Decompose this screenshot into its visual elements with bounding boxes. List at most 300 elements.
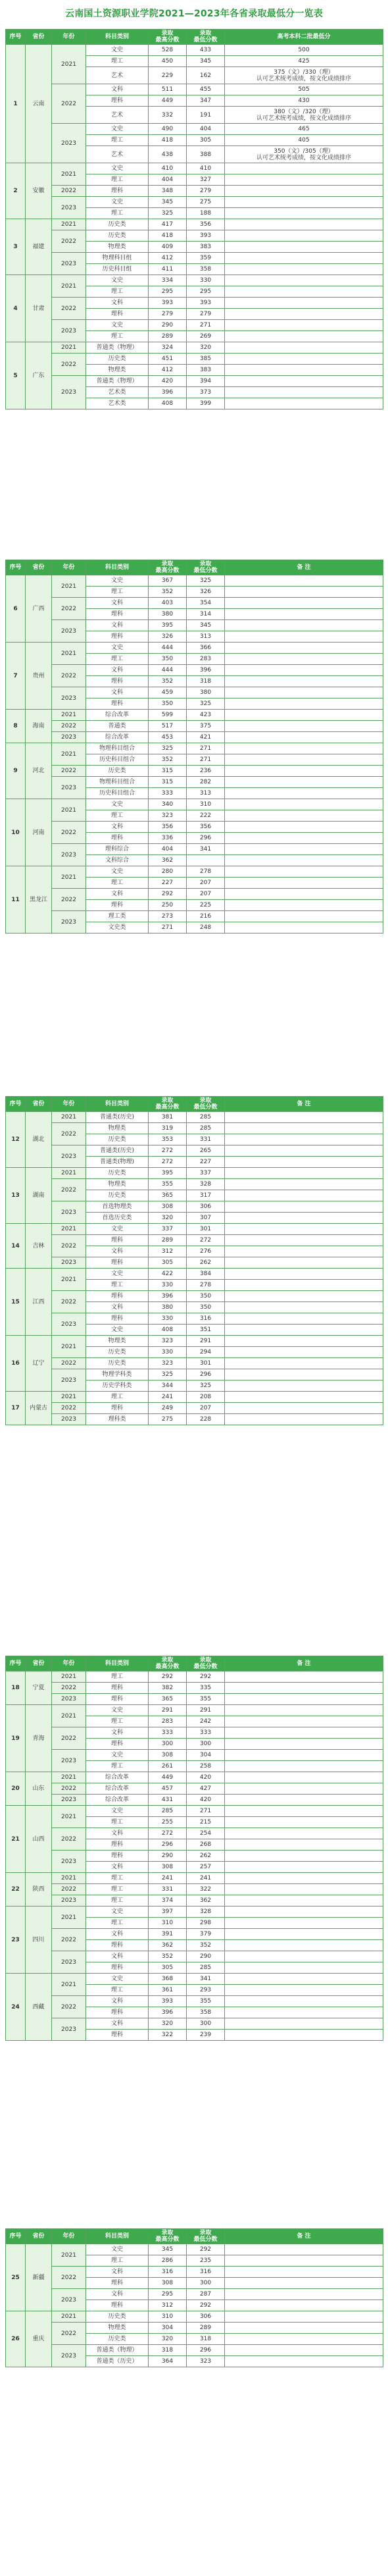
note-cell xyxy=(225,766,383,777)
subject-category: 文史 xyxy=(86,275,149,286)
note-cell xyxy=(225,1291,383,1302)
note-cell xyxy=(225,643,383,654)
note-cell xyxy=(225,1817,383,1828)
note-cell xyxy=(225,275,383,286)
note-cell xyxy=(225,342,383,354)
min-score: 328 xyxy=(187,1179,225,1190)
min-score: 307 xyxy=(187,1213,225,1224)
min-score: 254 xyxy=(187,1828,225,1839)
max-score: 333 xyxy=(149,1727,187,1739)
subject-category: 文科 xyxy=(86,84,149,95)
min-score: 278 xyxy=(187,1280,225,1291)
subject-category: 艺术类 xyxy=(86,387,149,398)
subject-category: 文史 xyxy=(86,1974,149,1985)
max-score: 323 xyxy=(149,1358,187,1369)
max-score: 344 xyxy=(149,1380,187,1392)
year-cell: 2021 xyxy=(52,575,86,598)
year-cell: 2021 xyxy=(52,1269,86,1291)
note-cell xyxy=(225,1839,383,1851)
column-header: 备 注 xyxy=(225,1656,383,1671)
table-row xyxy=(6,822,383,833)
max-score: 310 xyxy=(149,1918,187,1929)
subject-category: 文科 xyxy=(86,298,149,309)
note-cell xyxy=(225,1671,383,1683)
column-header: 录取 最高分数 xyxy=(149,1656,187,1671)
max-score: 292 xyxy=(149,1671,187,1683)
max-score: 279 xyxy=(149,309,187,320)
table-row xyxy=(6,1201,383,1213)
province-name: 贵州 xyxy=(26,643,52,710)
min-score: 257 xyxy=(187,1862,225,1873)
year-cell: 2022 xyxy=(52,889,86,911)
province-number: 4 xyxy=(6,275,26,342)
year-cell: 2021 xyxy=(52,1806,86,1828)
table-row xyxy=(6,575,383,587)
column-header: 年份 xyxy=(52,2229,86,2244)
min-score: 399 xyxy=(187,398,225,409)
min-score: 228 xyxy=(187,1414,225,1425)
year-cell: 2023 xyxy=(52,1313,86,1336)
table-row xyxy=(6,598,383,609)
max-score: 352 xyxy=(149,587,187,598)
province-number: 5 xyxy=(6,342,26,409)
max-score: 393 xyxy=(149,298,187,309)
note-cell xyxy=(225,1683,383,1694)
column-header: 科目类别 xyxy=(86,1656,149,1671)
province-number: 25 xyxy=(6,2244,26,2311)
year-cell: 2021 xyxy=(52,219,86,230)
max-score: 320 xyxy=(149,2334,187,2345)
note-cell xyxy=(225,1246,383,1257)
column-header: 年份 xyxy=(52,560,86,575)
year-cell: 2023 xyxy=(52,2345,86,2367)
table-row xyxy=(6,1269,383,1280)
min-score: 207 xyxy=(187,1403,225,1414)
subject-category: 文科 xyxy=(86,665,149,676)
note-cell xyxy=(225,1269,383,1280)
province-name: 陕西 xyxy=(26,1873,52,1906)
max-score: 334 xyxy=(149,275,187,286)
year-cell: 2023 xyxy=(52,320,86,342)
table-row xyxy=(6,1873,383,1884)
year-cell: 2021 xyxy=(52,2311,86,2323)
subject-category: 文科 xyxy=(86,598,149,609)
note-cell xyxy=(225,788,383,799)
subject-category: 文史 xyxy=(86,163,149,174)
note-cell xyxy=(225,2334,383,2345)
max-score: 412 xyxy=(149,253,187,264)
min-score: 354 xyxy=(187,598,225,609)
min-score: 404 xyxy=(187,124,225,135)
max-score: 365 xyxy=(149,1190,187,1201)
note-cell xyxy=(225,1862,383,1873)
table-row xyxy=(6,1727,383,1739)
min-score: 292 xyxy=(187,2300,225,2311)
min-score: 269 xyxy=(187,331,225,342)
table-header-row xyxy=(6,2229,383,2244)
min-score: 242 xyxy=(187,1716,225,1727)
max-score: 422 xyxy=(149,1269,187,1280)
subject-category: 历史类 xyxy=(86,1190,149,1201)
province-name: 海南 xyxy=(26,710,52,743)
note-cell xyxy=(225,398,383,409)
subject-category: 物理科目组 xyxy=(86,253,149,264)
min-score: 316 xyxy=(187,1313,225,1325)
subject-category: 文科 xyxy=(86,1951,149,1962)
min-score: 310 xyxy=(187,799,225,810)
min-score: 322 xyxy=(187,1884,225,1895)
max-score: 367 xyxy=(149,575,187,587)
year-cell: 2022 xyxy=(52,2267,86,2289)
column-header: 备 注 xyxy=(225,2229,383,2244)
column-header: 年份 xyxy=(52,1097,86,1112)
min-score: 306 xyxy=(187,1201,225,1213)
admission-table xyxy=(5,560,383,933)
province-name: 黑龙江 xyxy=(26,866,52,933)
note-cell: 425 xyxy=(225,56,383,67)
max-score: 365 xyxy=(149,1694,187,1705)
min-score: 455 xyxy=(187,84,225,95)
min-score: 272 xyxy=(187,1235,225,1246)
max-score: 320 xyxy=(149,1213,187,1224)
table-row xyxy=(6,1123,383,1134)
table-row xyxy=(6,1224,383,1235)
max-score: 404 xyxy=(149,174,187,186)
note-cell: 500 xyxy=(225,45,383,56)
subject-category: 理工类 xyxy=(86,911,149,922)
subject-category: 理科 xyxy=(86,1962,149,1974)
max-score: 352 xyxy=(149,676,187,687)
year-cell: 2021 xyxy=(52,1224,86,1235)
note-cell xyxy=(225,354,383,365)
min-score: 316 xyxy=(187,2267,225,2278)
table-row xyxy=(6,643,383,654)
table-row xyxy=(6,1414,383,1425)
note-cell xyxy=(225,1951,383,1962)
min-score: 314 xyxy=(187,609,225,620)
max-score: 272 xyxy=(149,1828,187,1839)
province-number: 20 xyxy=(6,1772,26,1806)
max-score: 241 xyxy=(149,1392,187,1403)
subject-category: 物理学科类 xyxy=(86,1369,149,1380)
min-score: 258 xyxy=(187,1761,225,1772)
max-score: 417 xyxy=(149,219,187,230)
min-score: 355 xyxy=(187,1996,225,2007)
min-score: 373 xyxy=(187,387,225,398)
note-cell xyxy=(225,911,383,922)
max-score: 348 xyxy=(149,186,187,197)
max-score: 364 xyxy=(149,2356,187,2367)
table-row xyxy=(6,1145,383,1157)
note-cell xyxy=(225,1302,383,1313)
max-score: 395 xyxy=(149,1168,187,1179)
subject-category: 文史 xyxy=(86,866,149,878)
year-cell: 2023 xyxy=(52,253,86,275)
column-header: 省份 xyxy=(26,560,52,575)
province-name: 内蒙古 xyxy=(26,1392,52,1425)
max-score: 241 xyxy=(149,1873,187,1884)
subject-category: 文史 xyxy=(86,1705,149,1716)
column-header: 科目类别 xyxy=(86,1097,149,1112)
note-cell xyxy=(225,2345,383,2356)
note-cell xyxy=(225,1380,383,1392)
subject-category: 理科 xyxy=(86,676,149,687)
note-cell xyxy=(225,1884,383,1895)
note-cell xyxy=(225,609,383,620)
note-cell xyxy=(225,1940,383,1951)
min-score: 191 xyxy=(187,107,225,124)
subject-category: 理工 xyxy=(86,810,149,822)
year-cell: 2021 xyxy=(52,710,86,721)
province-number: 22 xyxy=(6,1873,26,1906)
subject-category: 艺术 xyxy=(86,67,149,84)
max-score: 283 xyxy=(149,1716,187,1727)
note-cell xyxy=(225,2030,383,2041)
subject-category: 历史科目组 xyxy=(86,264,149,275)
note-cell xyxy=(225,654,383,665)
subject-category: 文史 xyxy=(86,1224,149,1235)
note-cell xyxy=(225,1750,383,1761)
page-title: 云南国土资源职业学院2021—2023年各省录取最低分一览表 xyxy=(65,9,323,19)
admission-table xyxy=(5,29,383,409)
note-cell xyxy=(225,1895,383,1906)
note-cell xyxy=(225,309,383,320)
subject-category: 文史 xyxy=(86,2244,149,2255)
max-score: 304 xyxy=(149,2323,187,2334)
year-cell: 2021 xyxy=(52,1671,86,1683)
note-cell xyxy=(225,1739,383,1750)
max-score: 325 xyxy=(149,1369,187,1380)
table-row xyxy=(6,1179,383,1190)
table-row xyxy=(6,84,383,95)
table-row xyxy=(6,197,383,208)
subject-category: 历史类 xyxy=(86,1347,149,1358)
max-score: 517 xyxy=(149,721,187,732)
province-name: 河北 xyxy=(26,743,52,799)
subject-category: 普通类(历史) xyxy=(86,1112,149,1123)
table-row xyxy=(6,1403,383,1414)
min-score: 383 xyxy=(187,242,225,253)
table-row xyxy=(6,2345,383,2356)
table-row xyxy=(6,1828,383,1839)
column-header: 录取 最低分数 xyxy=(187,1656,225,1671)
min-score: 380 xyxy=(187,687,225,698)
note-cell xyxy=(225,2007,383,2018)
column-header: 录取 最低分数 xyxy=(187,1097,225,1112)
max-score: 355 xyxy=(149,1179,187,1190)
max-score: 362 xyxy=(149,1940,187,1951)
min-score: 278 xyxy=(187,866,225,878)
max-score: 381 xyxy=(149,1112,187,1123)
year-cell: 2023 xyxy=(52,687,86,710)
note-cell xyxy=(225,1851,383,1862)
note-cell xyxy=(225,1962,383,1974)
note-cell xyxy=(225,889,383,900)
min-score: 296 xyxy=(187,1369,225,1380)
subject-category: 理工 xyxy=(86,1884,149,1895)
note-cell xyxy=(225,298,383,309)
subject-category: 理工 xyxy=(86,587,149,598)
max-score: 382 xyxy=(149,1683,187,1694)
subject-category: 文史 xyxy=(86,575,149,587)
note-cell xyxy=(225,922,383,933)
province-number: 23 xyxy=(6,1906,26,1974)
column-header: 录取 最高分数 xyxy=(149,1097,187,1112)
max-score: 229 xyxy=(149,67,187,84)
min-score: 384 xyxy=(187,1269,225,1280)
province-number: 7 xyxy=(6,643,26,710)
year-cell: 2021 xyxy=(52,45,86,84)
note-cell: 505 xyxy=(225,84,383,95)
max-score: 312 xyxy=(149,2300,187,2311)
note-cell xyxy=(225,855,383,866)
note-cell xyxy=(225,1795,383,1806)
max-score: 312 xyxy=(149,1246,187,1257)
table-row xyxy=(6,1996,383,2007)
column-header: 录取 最低分数 xyxy=(187,2229,225,2244)
max-score: 326 xyxy=(149,631,187,643)
subject-category: 文史 xyxy=(86,1906,149,1918)
year-cell: 2023 xyxy=(52,2018,86,2041)
subject-category: 理工 xyxy=(86,1895,149,1906)
note-cell xyxy=(225,1806,383,1817)
min-score: 325 xyxy=(187,1380,225,1392)
province-name: 吉林 xyxy=(26,1224,52,1269)
max-score: 345 xyxy=(149,197,187,208)
max-score: 285 xyxy=(149,1806,187,1817)
min-score: 300 xyxy=(187,1739,225,1750)
note-cell xyxy=(225,1168,383,1179)
subject-category: 历史科目组合 xyxy=(86,754,149,766)
min-score: 351 xyxy=(187,1325,225,1336)
note-cell xyxy=(225,844,383,855)
min-score: 331 xyxy=(187,1134,225,1145)
table-row xyxy=(6,766,383,777)
max-score: 408 xyxy=(149,398,187,409)
table-row xyxy=(6,889,383,900)
subject-category: 普通类(物理) xyxy=(86,1157,149,1168)
min-score: 379 xyxy=(187,1929,225,1940)
table-row xyxy=(6,911,383,922)
year-cell: 2022 xyxy=(52,1996,86,2018)
min-score: 289 xyxy=(187,2323,225,2334)
subject-category: 理工 xyxy=(86,1985,149,1996)
table-header-row xyxy=(6,1097,383,1112)
subject-category: 理工 xyxy=(86,1671,149,1683)
year-cell: 2023 xyxy=(52,1369,86,1392)
subject-category: 理工 xyxy=(86,331,149,342)
year-cell: 2021 xyxy=(52,1112,86,1123)
subject-category: 文科 xyxy=(86,1302,149,1313)
subject-category: 文科 xyxy=(86,687,149,698)
province-number: 6 xyxy=(6,575,26,643)
subject-category: 理科 xyxy=(86,609,149,620)
province-number: 19 xyxy=(6,1705,26,1772)
year-cell: 2023 xyxy=(52,1145,86,1168)
note-cell xyxy=(225,163,383,174)
subject-category: 理科 xyxy=(86,1235,149,1246)
min-score: 271 xyxy=(187,320,225,331)
note-cell xyxy=(225,665,383,676)
max-score: 409 xyxy=(149,242,187,253)
subject-category: 历史学科类 xyxy=(86,1380,149,1392)
province-number: 12 xyxy=(6,1112,26,1168)
subject-category: 理工 xyxy=(86,286,149,298)
note-cell xyxy=(225,376,383,387)
min-score: 420 xyxy=(187,1795,225,1806)
note-cell xyxy=(225,230,383,242)
min-score: 276 xyxy=(187,1246,225,1257)
note-cell xyxy=(225,253,383,264)
note-cell: 465 xyxy=(225,124,383,135)
min-score: 313 xyxy=(187,631,225,643)
subject-category: 历史类 xyxy=(86,2311,149,2323)
subject-category: 理工 xyxy=(86,2255,149,2267)
max-score: 380 xyxy=(149,1302,187,1313)
min-score: 325 xyxy=(187,575,225,587)
min-score: 208 xyxy=(187,1392,225,1403)
subject-category: 理科 xyxy=(86,698,149,710)
province-name: 青海 xyxy=(26,1705,52,1772)
year-cell: 2023 xyxy=(52,911,86,933)
max-score: 374 xyxy=(149,1895,187,1906)
subject-category: 理工 xyxy=(86,1280,149,1291)
max-score: 345 xyxy=(149,2244,187,2255)
province-name: 西藏 xyxy=(26,1974,52,2041)
table-row xyxy=(6,777,383,788)
max-score: 290 xyxy=(149,1851,187,1862)
min-score: 301 xyxy=(187,1358,225,1369)
year-cell: 2021 xyxy=(52,1168,86,1179)
max-score: 330 xyxy=(149,1347,187,1358)
province-number: 17 xyxy=(6,1392,26,1425)
note-cell xyxy=(225,1123,383,1134)
province-name: 广西 xyxy=(26,575,52,643)
min-score: 358 xyxy=(187,264,225,275)
note-cell xyxy=(225,900,383,911)
subject-category: 理科 xyxy=(86,2278,149,2289)
subject-category: 理科 xyxy=(86,1694,149,1705)
table-row xyxy=(6,1313,383,1325)
min-score: 265 xyxy=(187,1145,225,1157)
subject-category: 理科综合 xyxy=(86,844,149,855)
column-header: 序号 xyxy=(6,2229,26,2244)
min-score: 427 xyxy=(187,1783,225,1795)
column-header: 录取 最高分数 xyxy=(149,2229,187,2244)
note-cell: 380（文）/320（理） 认可艺术统考成绩，按文化成绩排序 xyxy=(225,107,383,124)
max-score: 353 xyxy=(149,1134,187,1145)
province-number: 15 xyxy=(6,1269,26,1336)
max-score: 352 xyxy=(149,754,187,766)
max-score: 352 xyxy=(149,1951,187,1962)
column-header: 高考本科二批最低分 xyxy=(225,30,383,45)
subject-category: 普通类（物理） xyxy=(86,342,149,354)
note-cell xyxy=(225,264,383,275)
subject-category: 理科 xyxy=(86,631,149,643)
subject-category: 文史 xyxy=(86,197,149,208)
min-score: 320 xyxy=(187,342,225,354)
min-score: 337 xyxy=(187,1168,225,1179)
province-number: 21 xyxy=(6,1806,26,1873)
column-header: 录取 最低分数 xyxy=(187,560,225,575)
min-score: 393 xyxy=(187,298,225,309)
province-number: 14 xyxy=(6,1224,26,1269)
min-score: 285 xyxy=(187,1112,225,1123)
year-cell: 2023 xyxy=(52,1951,86,1974)
min-score: 318 xyxy=(187,2334,225,2345)
subject-category: 物理科目组合 xyxy=(86,777,149,788)
year-cell: 2022 xyxy=(52,1828,86,1851)
